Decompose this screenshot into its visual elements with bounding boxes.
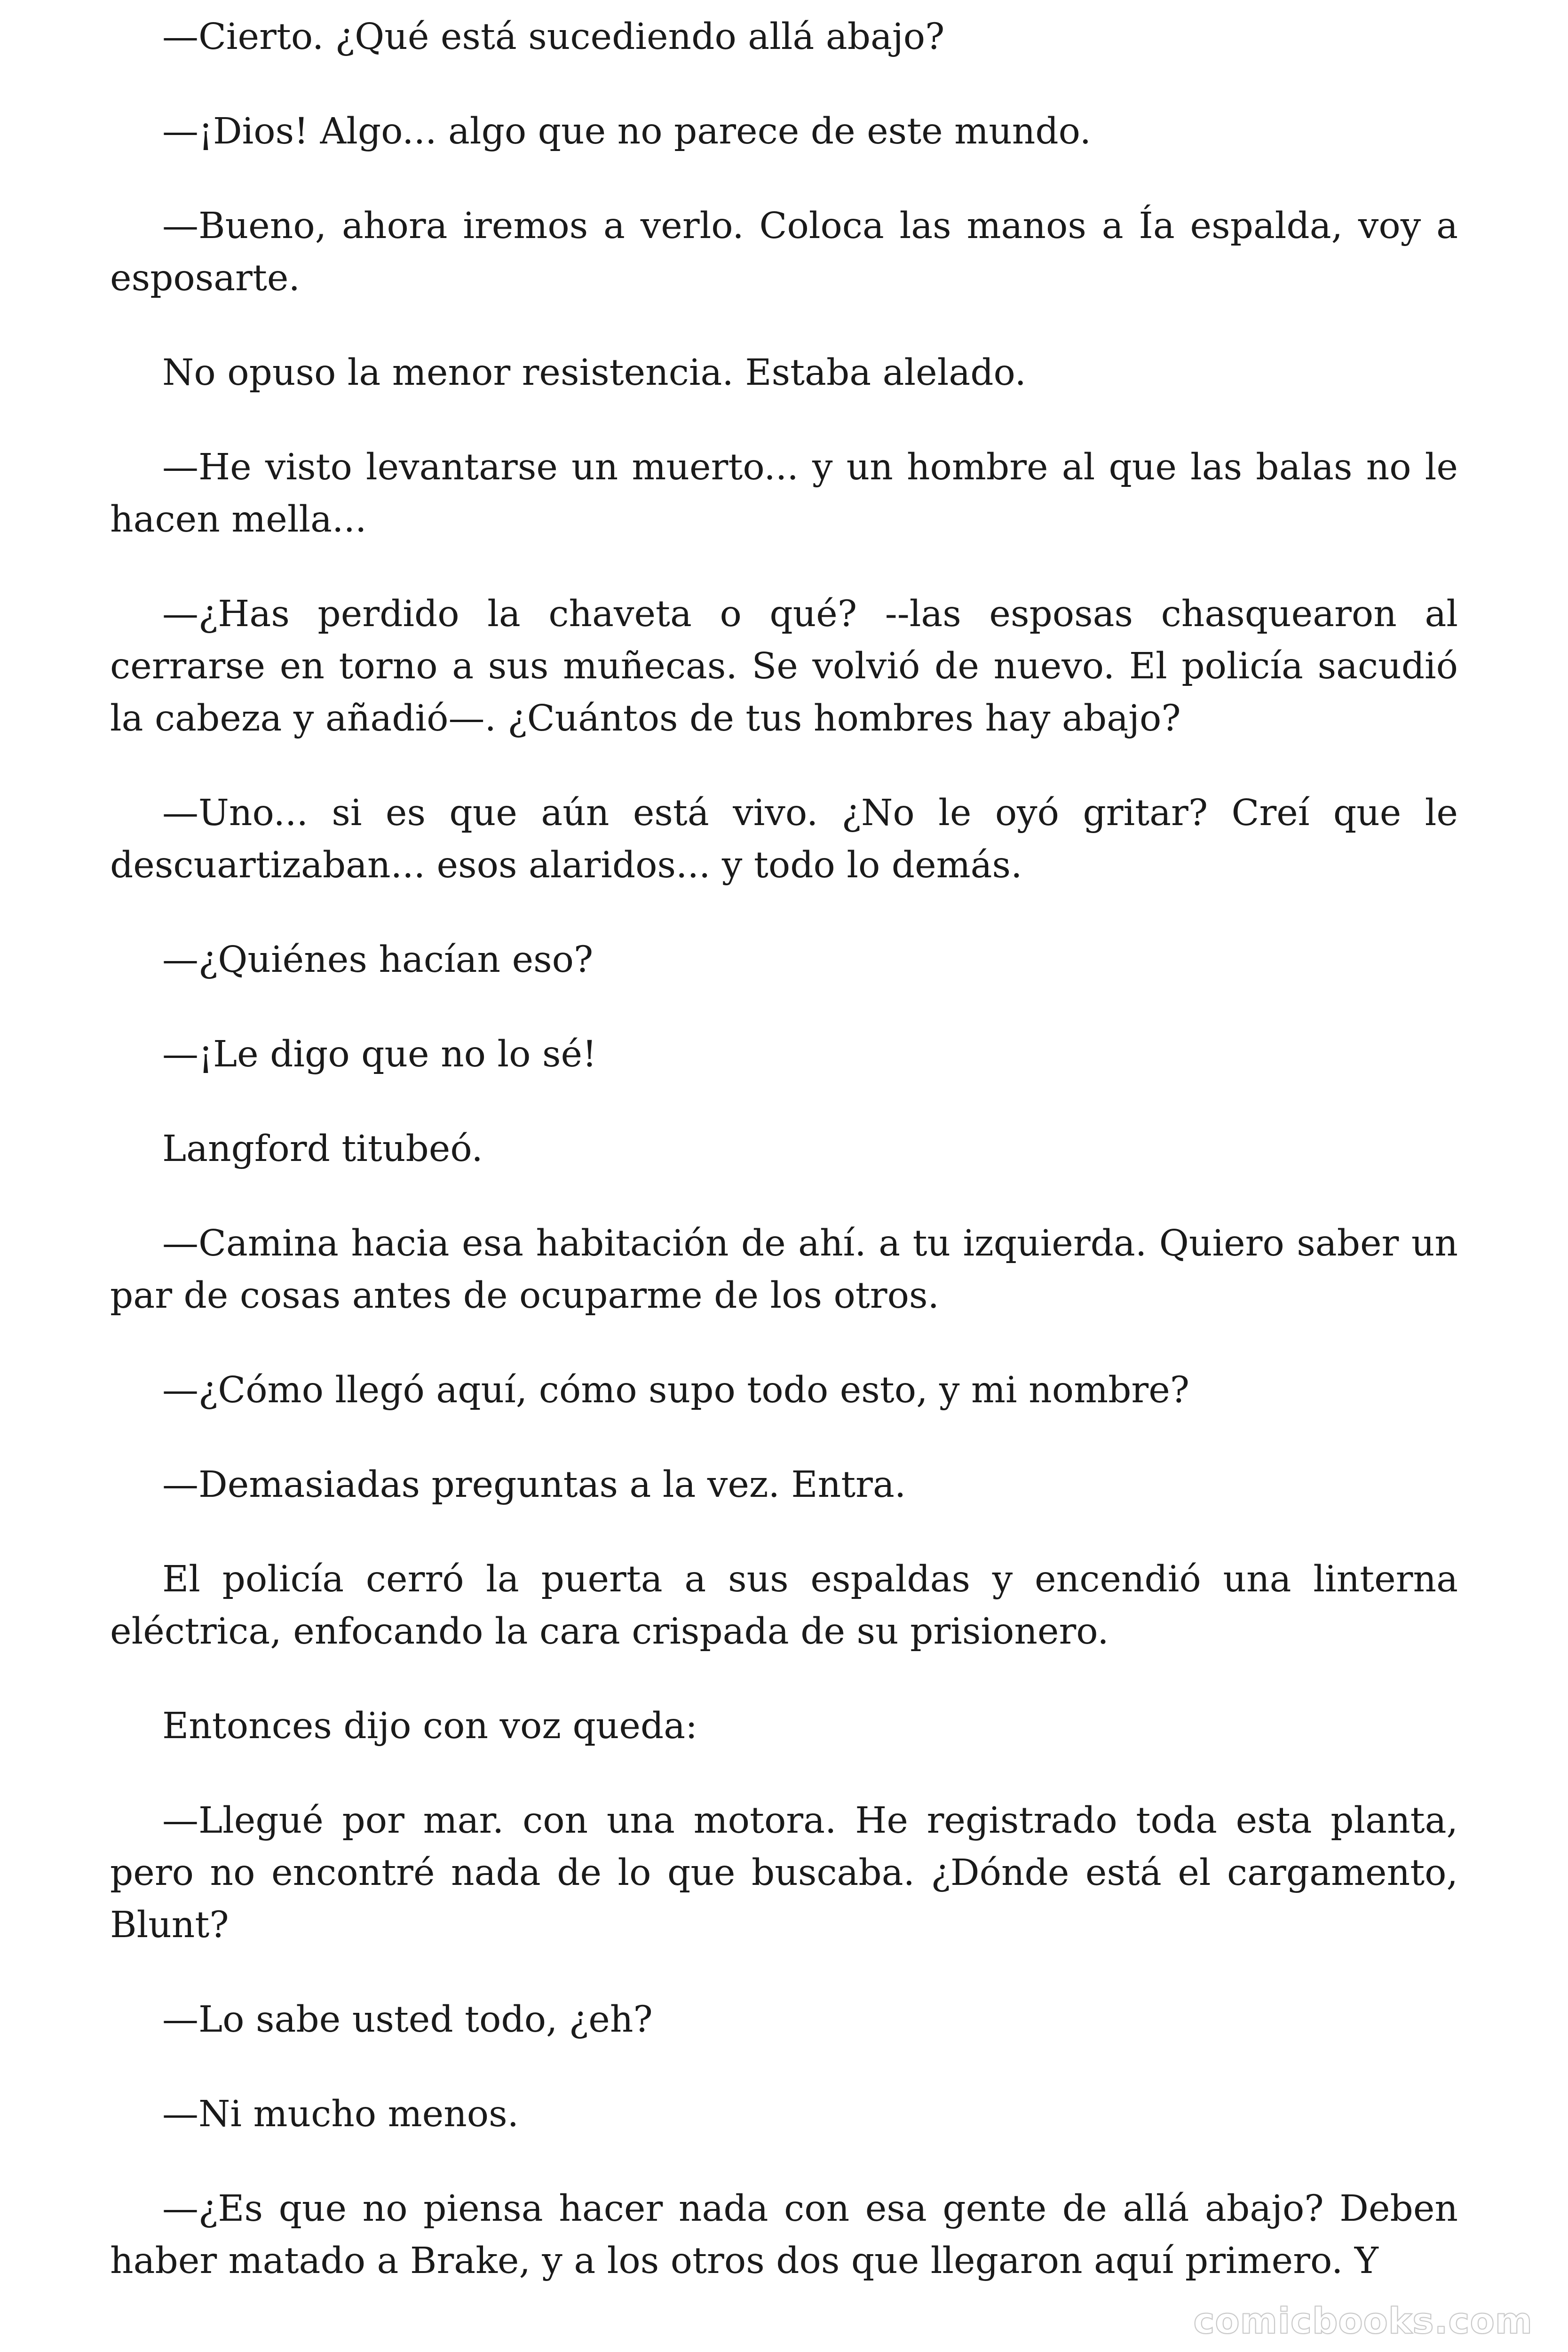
page-text: [110, 11, 1458, 2287]
paragraph: No opuso la menor resistencia. Estaba alelado.: [162, 352, 1027, 394]
paragraph: —Camina hacia esa habitación de ahí. a tu izquierda. Quiero saber un par de cosas antes de ocuparme de los otros.: [110, 1223, 1458, 1317]
site-watermark: comicbooks.com: [1193, 2300, 1533, 2342]
paragraph: —¡Le digo que no lo sé!: [162, 1033, 597, 1075]
paragraph: —¡Dios! Algo... algo que no parece de este mundo.: [162, 111, 1092, 152]
paragraph: —Lo sabe usted todo, ¿eh?: [162, 1999, 653, 2041]
paragraph: —Cierto. ¿Qué está sucediendo allá abajo?: [162, 16, 945, 58]
paragraph: —¿Cómo llegó aquí, cómo supo todo esto, y mi nombre?: [162, 1369, 1190, 1411]
paragraph: —He visto levantarse un muerto... y un hombre al que las balas no le hacen mella...: [110, 446, 1458, 540]
paragraph: El policía cerró la puerta a sus espaldas y encendió una linterna eléctrica, enfocando la cara crispada de su prisionero.: [110, 1558, 1458, 1653]
paragraph: Langford titubeó.: [162, 1128, 483, 1170]
paragraph: —Llegué por mar. con una motora. He registrado toda esta planta, pero no encontré nada de lo que buscaba. ¿Dónde está el cargamento, Blunt?: [110, 1800, 1458, 1946]
paragraph: —¿Has perdido la chaveta o qué? --las esposas chasquearon al cerrarse en torno a sus muñecas. Se volvió de nuevo. El policía sacudió la cabeza y añadió—. ¿Cuántos de tus hombres hay abajo?: [110, 593, 1458, 739]
paragraph: —Demasiadas preguntas a la vez. Entra.: [162, 1464, 906, 1506]
paragraph: —¿Es que no piensa hacer nada con esa gente de allá abajo? Deben haber matado a Brake, y a los otros dos que llegaron aquí primero. Y: [110, 2188, 1458, 2282]
paragraph: —Uno... si es que aún está vivo. ¿No le oyó gritar? Creí que le descuartizaban... esos alaridos... y todo lo demás.: [110, 792, 1458, 886]
paragraph: —¿Quiénes hacían eso?: [162, 939, 594, 981]
paragraph: Entonces dijo con voz queda:: [162, 1705, 698, 1747]
paragraph: —Bueno, ahora iremos a verlo. Coloca las manos a Ía espalda, voy a esposarte.: [110, 205, 1458, 299]
paragraph: —Ni mucho menos.: [162, 2093, 519, 2135]
